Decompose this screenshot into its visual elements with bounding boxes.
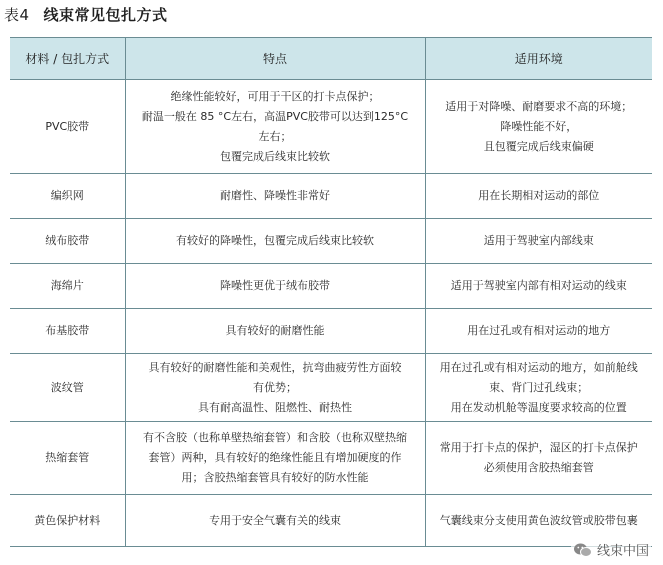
caption-label: 表4 [4, 6, 30, 24]
cell-features [125, 354, 425, 422]
table-row [10, 495, 652, 547]
cell-text-line: 有较好的降噪性，包覆完成后线束比较软 [176, 234, 374, 247]
cell-text-line: 具有较好的耐磨性能和美观性，抗弯曲疲劳性方面较 [148, 360, 402, 374]
header-environment: 适用环境 [425, 38, 652, 80]
cell-features [125, 495, 425, 547]
cell-text-line: 耐温一般在 85 °C左右，高温PVC胶带可以达到125°C [141, 109, 409, 123]
cell-text-line: 降噪性能不好， [500, 119, 578, 133]
table-caption [4, 4, 168, 26]
cell-material: 绒布胶带 [10, 219, 125, 264]
wrapping-methods-table [10, 37, 652, 547]
table-row [10, 80, 652, 174]
cell-environment [425, 354, 652, 422]
cell-environment [425, 422, 652, 495]
wechat-icon [573, 542, 593, 558]
cell-material: 编织网 [10, 174, 125, 219]
cell-text-line: 气囊线束分支使用黄色波纹管或胶带包裹 [439, 513, 638, 527]
cell-material: PVC胶带 [10, 80, 125, 174]
cell-text-line: 绝缘性能较好，可用于干区的打卡点保护； [170, 89, 380, 103]
cell-text-line: 左右； [258, 129, 292, 143]
cell-text-line: 且包覆完成后线束偏硬 [483, 139, 594, 153]
cell-text-line: 适用于驾驶室内部有相对运动的线束 [450, 279, 627, 292]
cell-environment [425, 495, 652, 547]
table-row [10, 174, 652, 219]
cell-text-line: 专用于安全气囊有关的线束 [209, 513, 341, 527]
cell-material: 热缩套管 [10, 422, 125, 495]
table-row [10, 219, 652, 264]
watermark [571, 540, 651, 559]
cell-features [125, 80, 425, 174]
table-row [10, 422, 652, 495]
table-row [10, 354, 652, 422]
cell-material: 波纹管 [10, 354, 125, 422]
cell-features [125, 219, 425, 264]
cell-text-line: 套管）两种，具有较好的绝缘性能且有增加硬度的作 [148, 451, 402, 464]
cell-text-line: 必须使用含胶热缩套管 [483, 461, 594, 474]
cell-text-line: 包覆完成后线束比较软 [220, 149, 330, 163]
cell-text-line: 适用于驾驶室内部线束 [483, 234, 594, 247]
cell-text-line: 束、背门过孔线束； [489, 380, 589, 394]
cell-environment [425, 309, 652, 354]
cell-features [125, 174, 425, 219]
cell-text-line: 常用于打卡点的保护，湿区的打卡点保护 [439, 441, 638, 454]
cell-environment [425, 80, 652, 174]
cell-text-line: 用在过孔或有相对运动的地方，如前舱线 [439, 360, 638, 374]
cell-features [125, 264, 425, 309]
cell-text-line: 有优势； [253, 380, 297, 394]
cell-text-line: 具有耐高温性、阻燃性、耐热性 [198, 400, 352, 414]
cell-material: 黄色保护材料 [10, 495, 125, 547]
cell-text-line: 耐磨性、降噪性非常好 [220, 189, 330, 202]
cell-features [125, 422, 425, 495]
table-row [10, 309, 652, 354]
cell-text-line: 适用于对降噪、耐磨要求不高的环境； [445, 99, 633, 113]
cell-text-line: 用在过孔或有相对运动的地方 [467, 324, 611, 337]
header-material: 材料 / 包扎方式 [10, 38, 125, 80]
cell-material: 布基胶带 [10, 309, 125, 354]
header-features: 特点 [125, 38, 425, 80]
cell-text-line: 有不含胶（也称单壁热缩套管）和含胶（也称双壁热缩 [143, 431, 407, 444]
cell-material: 海绵片 [10, 264, 125, 309]
cell-text-line: 降噪性更优于绒布胶带 [220, 279, 330, 292]
cell-environment [425, 264, 652, 309]
cell-text-line: 具有较好的耐磨性能 [225, 324, 325, 337]
cell-environment [425, 174, 652, 219]
cell-text-line: 用在发动机舱等温度要求较高的位置 [450, 400, 627, 414]
cell-text-line: 用；含胶热缩套管具有较好的防水性能 [181, 471, 369, 484]
watermark-text: 线束中国 [596, 544, 649, 559]
cell-text-line: 用在长期相对运动的部位 [478, 189, 600, 202]
table-header-row [10, 38, 652, 80]
cell-features [125, 309, 425, 354]
caption-title: 线束常见包扎方式 [43, 6, 168, 24]
table-row [10, 264, 652, 309]
cell-environment [425, 219, 652, 264]
